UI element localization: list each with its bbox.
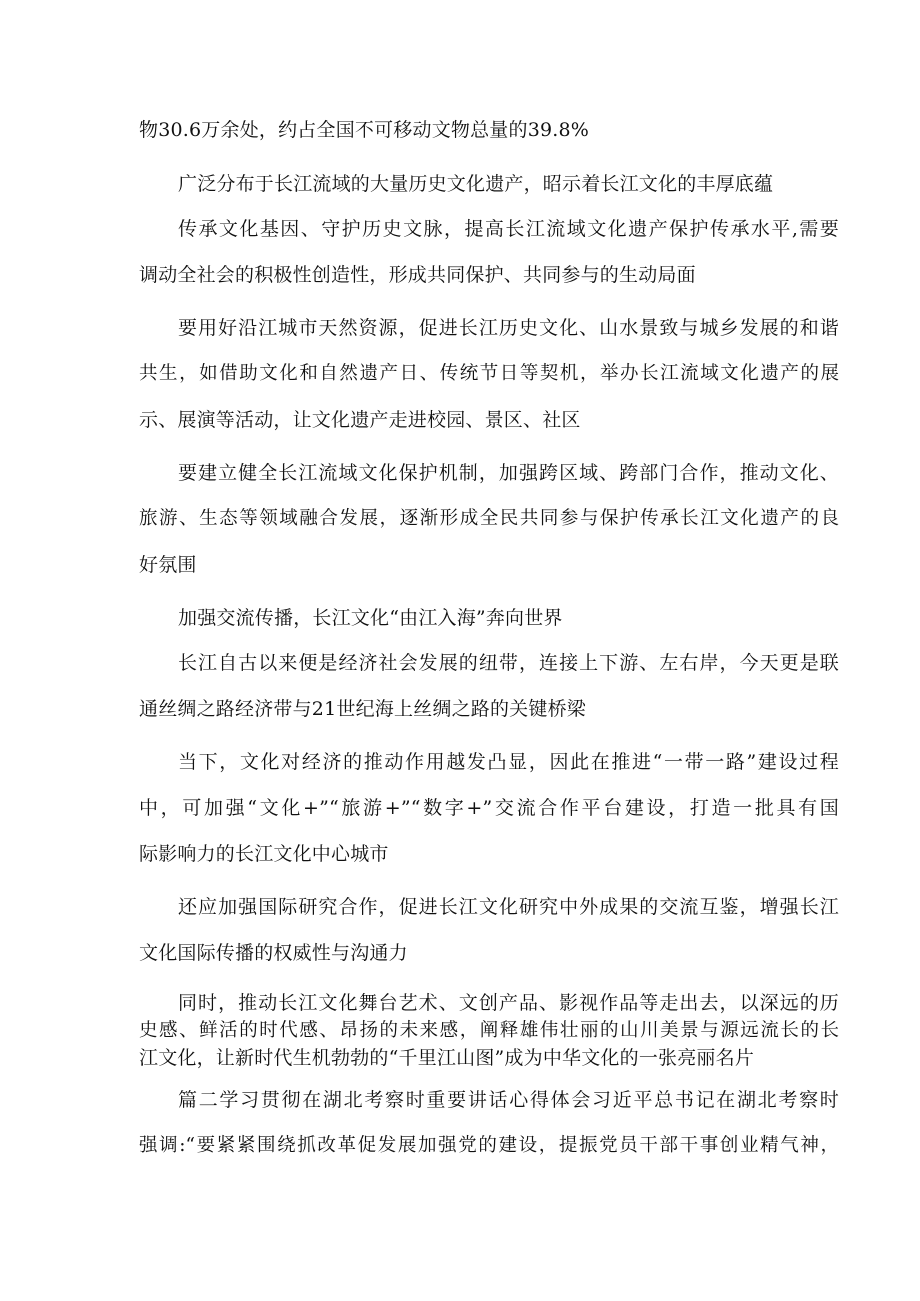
text-line-23: 强调:“要紧紧围绕抓改革促发展加强党的建设，提振党员干部干事创业精气神，	[139, 1135, 839, 1156]
text-line-16: 际影响力的长江文化中心城市	[139, 843, 389, 865]
text-line-13: 通丝绸之路经济带与21世纪海上丝绸之路的关键桥梁	[139, 698, 586, 720]
text-line-7: 示、展演等活动，让文化遗产走进校园、景区、社区	[139, 409, 581, 431]
text-line-4: 调动全社会的积极性创造性，形成共同保护、共同参与的生动局面	[139, 264, 696, 286]
text-line-6: 共生，如借助文化和自然遗产日、传统节日等契机，举办长江流域文化遗产的展	[139, 363, 839, 384]
text-line-22: 篇二学习贯彻在湖北考察时重要讲话心得体会习近平总书记在湖北考察时	[178, 1089, 839, 1111]
text-line-10: 好氛围	[139, 554, 197, 576]
text-line-8: 要建立健全长江流域文化保护机制，加强跨区域、跨部门合作，推动文化、	[178, 462, 839, 484]
text-line-15: 中，可加强“文化+”“旅游+”“数字+”交流合作平台建设，打造一批具有国	[139, 797, 839, 819]
text-line-17: 还应加强国际研究合作，促进长江文化研究中外成果的交流互鉴，增强长江	[178, 896, 839, 918]
text-line-1: 物30.6万余处，约占全国不可移动文物总量的39.8%	[139, 119, 590, 141]
text-line-14: 当下，文化对经济的推动作用越发凸显，因此在推进“一带一路”建设过程	[178, 751, 839, 773]
text-line-3: 传承文化基因、守护历史文脉，提高长江流域文化遗产保护传承水平,需要	[178, 218, 839, 240]
text-line-18: 文化国际传播的权威性与沟通力	[139, 942, 408, 964]
text-line-2: 广泛分布于长江流域的大量历史文化遗产，昭示着长江文化的丰厚底蕴	[178, 173, 774, 195]
text-line-12: 长江自古以来便是经济社会发展的纽带，连接上下游、左右岸，今天更是联	[178, 652, 839, 674]
text-line-21: 江文化，让新时代生机勃勃的“千里江山图”成为中华文化的一张亮丽名片	[139, 1047, 755, 1069]
text-line-20: 史感、鲜活的时代感、昂扬的未来感，阐释雄伟壮丽的山川美景与源远流长的长	[139, 1020, 839, 1041]
text-line-11: 加强交流传播，长江文化“由江入海”奔向世界	[178, 607, 563, 629]
text-line-5: 要用好沿江城市天然资源，促进长江历史文化、山水景致与城乡发展的和谐	[178, 317, 839, 339]
text-line-9: 旅游、生态等领域融合发展，逐渐形成全民共同参与保护传承长江文化遗产的良	[139, 508, 839, 529]
text-line-19: 同时，推动长江文化舞台艺术、文创产品、影视作品等走出去，以深远的历	[178, 992, 839, 1014]
